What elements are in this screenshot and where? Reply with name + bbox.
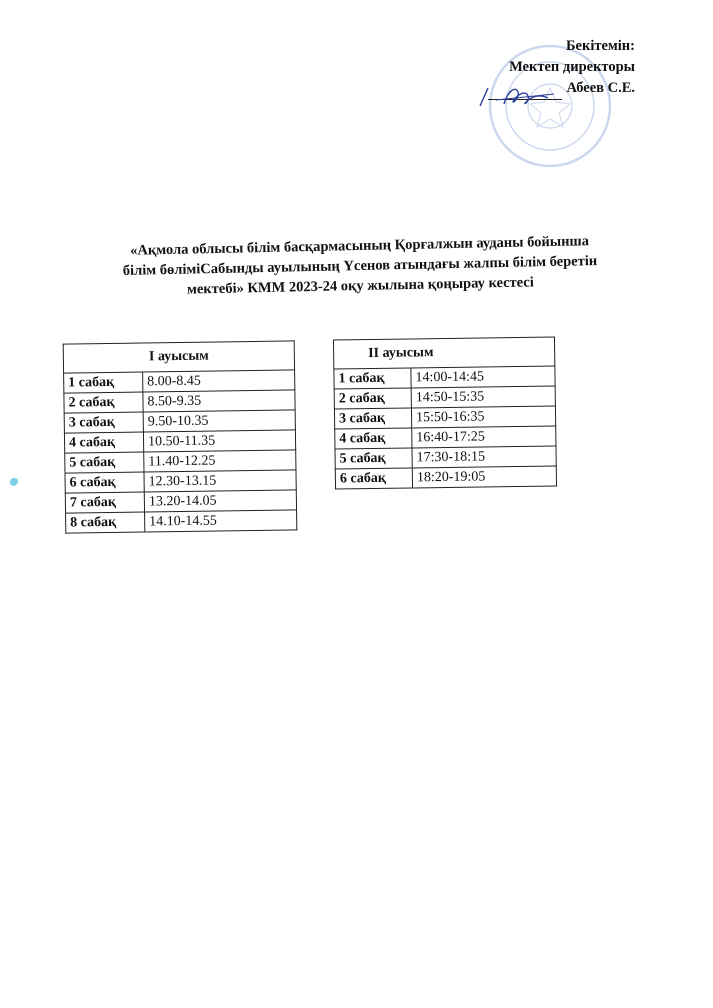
lesson-label: 2 сабақ [64, 392, 143, 413]
lesson-time: 12.30-13.15 [144, 470, 296, 492]
lesson-label: 3 сабақ [334, 408, 411, 429]
shift1-table [63, 340, 298, 533]
approval-heading: Бекітемін: [565, 38, 635, 54]
shift2-header: ІІ ауысым [333, 337, 554, 369]
table-row [335, 466, 556, 489]
lesson-label: 8 сабақ [66, 512, 145, 533]
lesson-label: 2 сабақ [334, 388, 411, 409]
lesson-label: 4 сабақ [64, 432, 143, 453]
approval-position: Мектеп директоры [509, 59, 635, 75]
lesson-time: 8.50-9.35 [143, 390, 295, 412]
lesson-label: 4 сабақ [335, 428, 412, 449]
scan-speck [10, 478, 18, 486]
lesson-time: 15:50-16:35 [411, 406, 555, 428]
shift1-header: І ауысым [63, 341, 294, 373]
lesson-label: 3 сабақ [64, 412, 143, 433]
lesson-time: 13.20-14.05 [144, 490, 296, 512]
lesson-label: 6 сабақ [335, 468, 412, 489]
signature-icon [474, 84, 564, 110]
lesson-label: 5 сабақ [335, 448, 412, 469]
lesson-time: 14.10-14.55 [145, 510, 297, 532]
title-line-1: «Ақмола облысы білім басқармасының Қорғалжын ауданы бойынша [130, 233, 590, 259]
lesson-time: 17:30-18:15 [412, 446, 556, 468]
title-line-3: мектебі» КММ 2023-24 оқу жылына қоңырау кестесі [186, 274, 534, 298]
lesson-time: 8.00-8.45 [143, 370, 295, 392]
shift2-table [333, 336, 557, 489]
director-name: Абеев С.Е. [566, 80, 635, 96]
lesson-label: 1 сабақ [64, 372, 143, 393]
lesson-time: 14:50-15:35 [411, 386, 555, 408]
lesson-time: 10.50-11.35 [143, 430, 295, 452]
lesson-label: 5 сабақ [65, 452, 144, 473]
lesson-time: 16:40-17:25 [412, 426, 556, 448]
table-row [66, 510, 297, 533]
lesson-label: 7 сабақ [65, 492, 144, 513]
lesson-time: 9.50-10.35 [143, 410, 295, 432]
lesson-time: 18:20-19:05 [412, 466, 556, 488]
lesson-label: 1 сабақ [334, 368, 411, 389]
lesson-time: 11.40-12.25 [144, 450, 296, 472]
document-title [59, 230, 660, 303]
title-line-2: білім бөліміСабынды ауылының Үсенов атындағы жалпы білім беретін [122, 253, 598, 279]
lesson-label: 6 сабақ [65, 472, 144, 493]
lesson-time: 14:00-14:45 [411, 366, 555, 388]
